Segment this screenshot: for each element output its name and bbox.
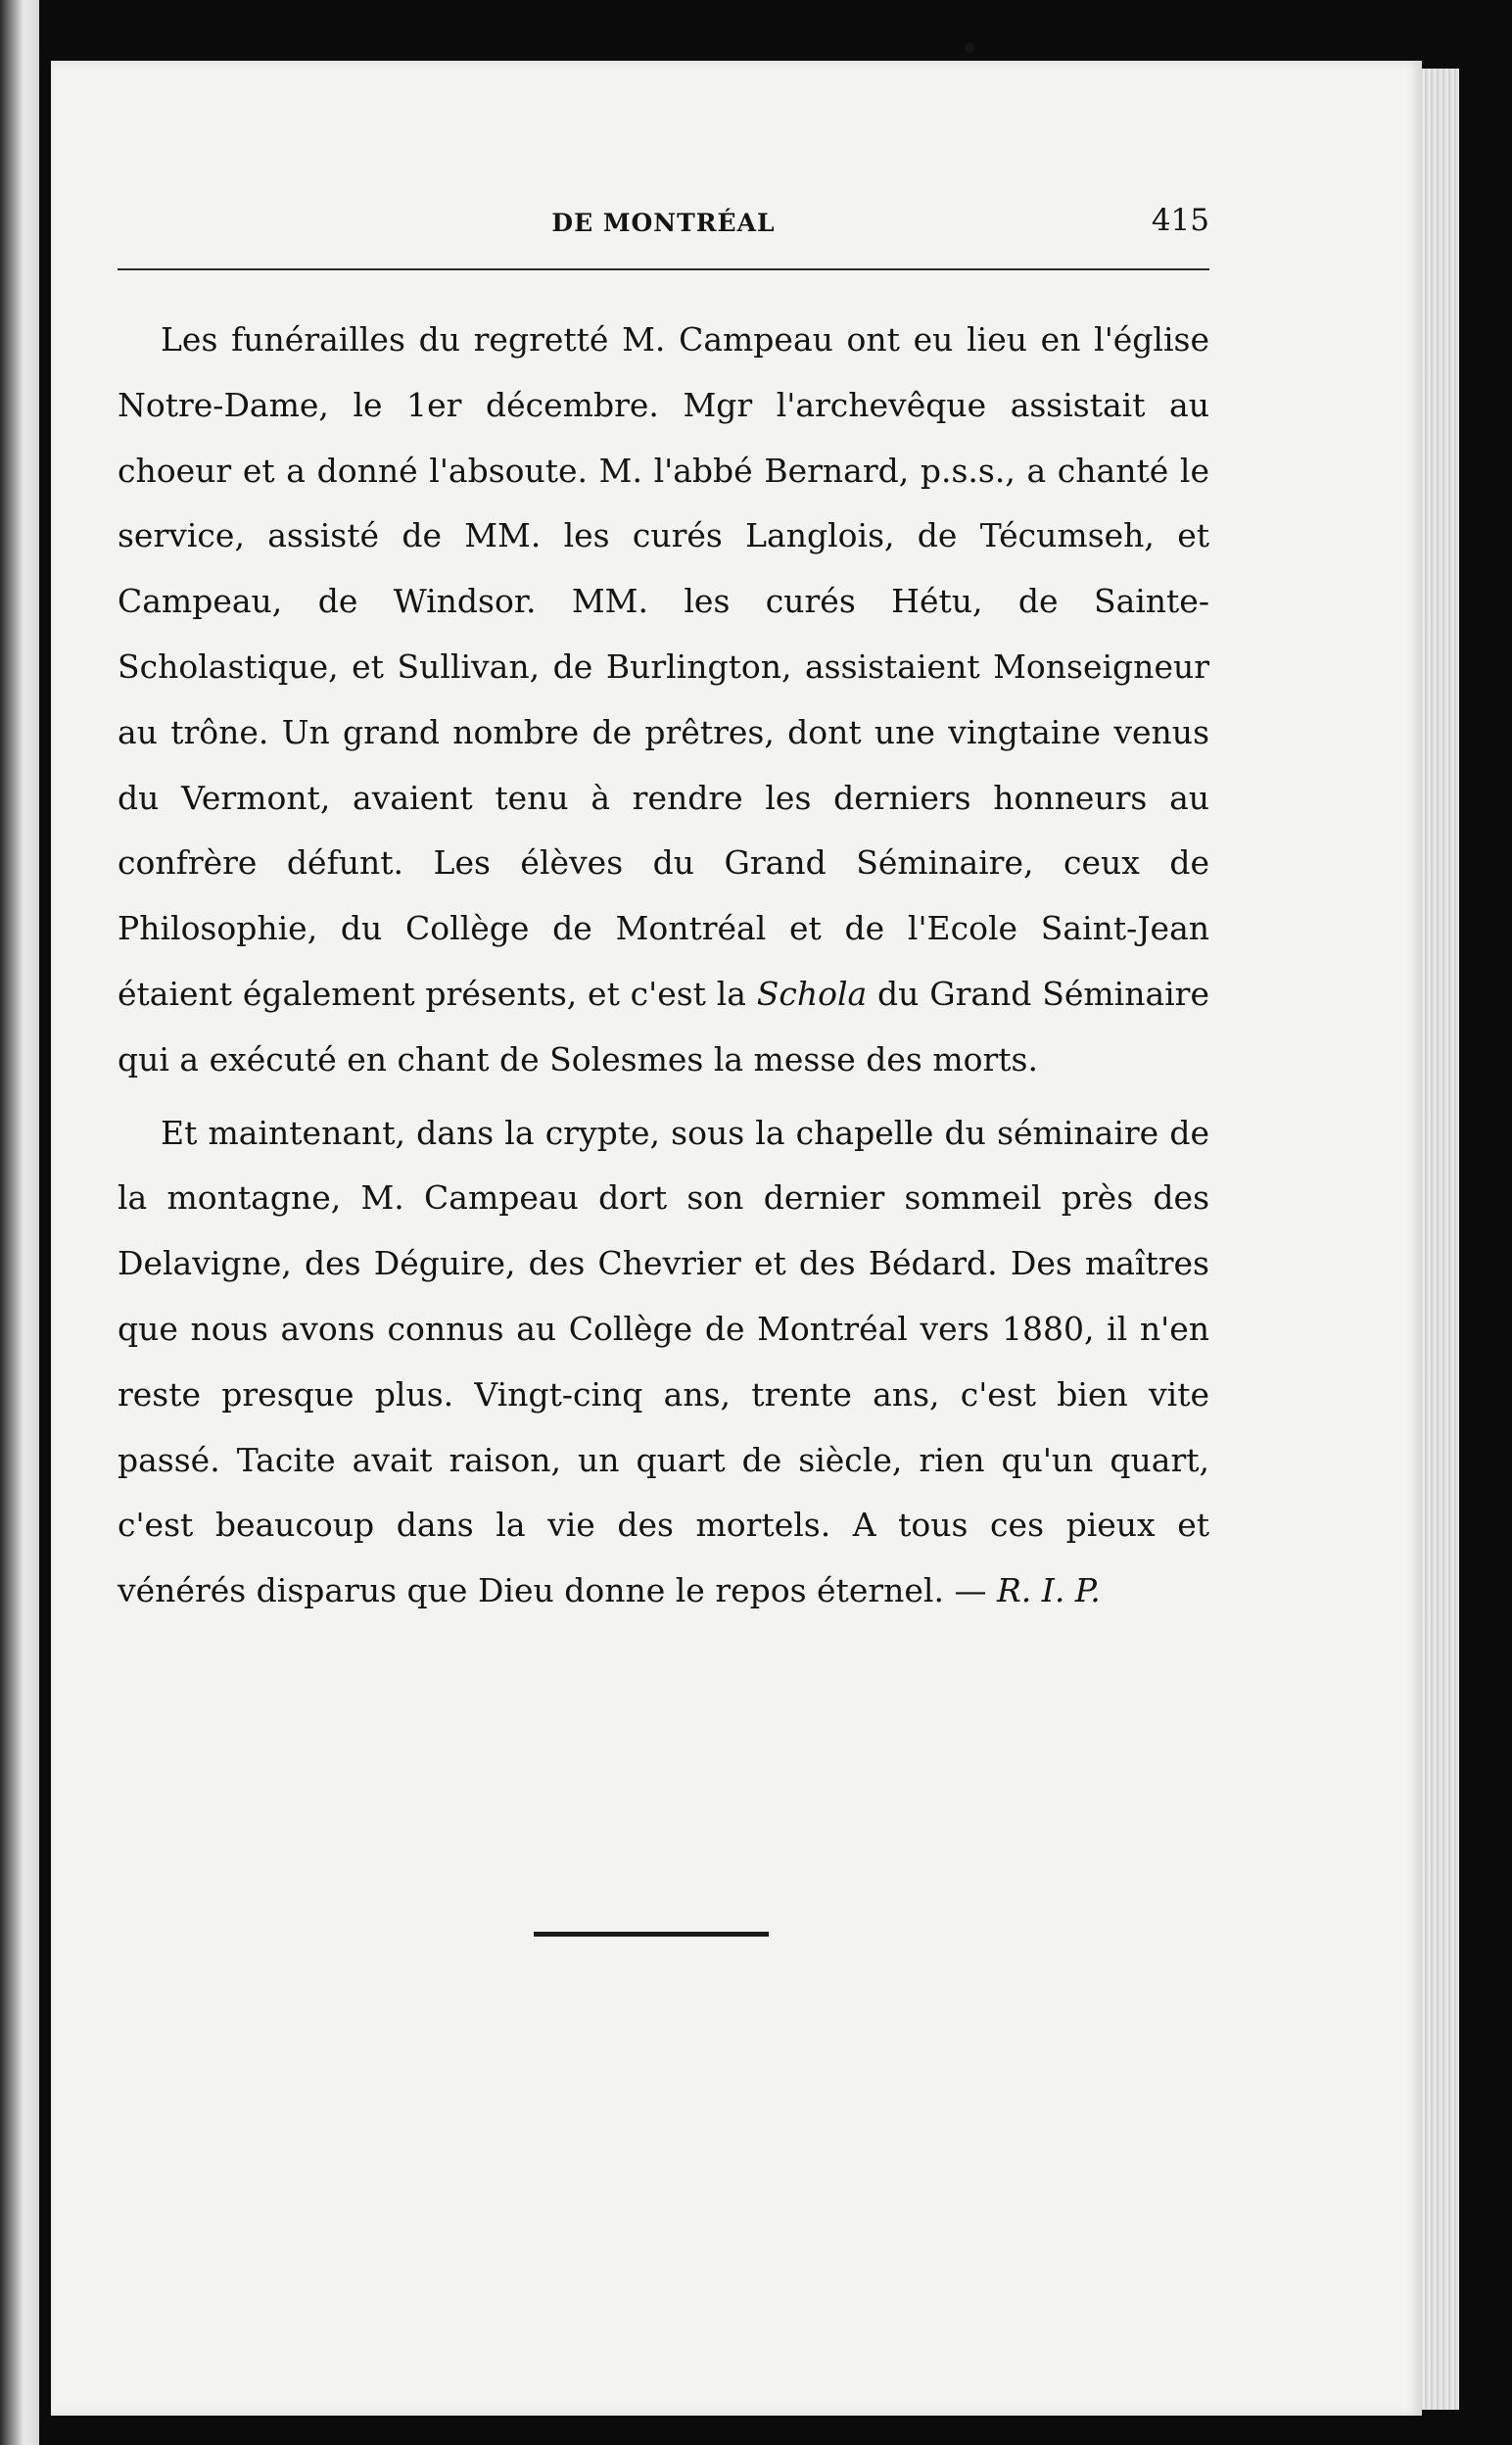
body-text: [118, 308, 1209, 1632]
paragraph-funerailles: [118, 308, 1209, 1093]
paragraph-text-after: du Grand Séminaire qui a exécuté en chant de Solesmes la messe des morts.: [118, 974, 1209, 1079]
italic-schola: Schola: [756, 974, 868, 1013]
facing-page-edge: [0, 0, 39, 2445]
scan-speck-mark: [965, 43, 974, 53]
page-number: 415: [1151, 203, 1209, 238]
paragraph-crypte: [118, 1101, 1209, 1624]
closing-rule: [534, 1932, 769, 1937]
running-head: [118, 201, 1209, 260]
italic-rip: R. I. P.: [996, 1571, 1101, 1610]
header-rule: [118, 268, 1209, 270]
page-edge-stack: [1422, 69, 1459, 2410]
paragraph-text: Les funérailles du regretté M. Campeau ont eu lieu en l'église Notre-Dame, le 1er décembre. Mgr l'archevêque assistait au choeur et a donné l'absoute. M. l'abbé Bernard, p.s.s., a chanté le service, assisté de MM. les curés Langlois, de Técumseh, et Campeau, de Windsor. MM. les curés Hétu, de Sainte-Scholastique, et Sullivan, de Burlington, assistaient Monseigneur au trône. Un grand nombre de prêtres, dont une vingtaine venus du Vermont, avaient tenu à rendre les derniers honneurs au confrère défunt. Les élèves du Grand Séminaire, ceux de Philosophie, du Collège de Montréal et de l'Ecole Saint-Jean étaient également présents, et c'est la: [118, 320, 1209, 1013]
paragraph-text: Et maintenant, dans la crypte, sous la chapelle du séminaire de la montagne, M. Campeau dort son dernier sommeil près des Delavigne, des Déguire, des Chevrier et des Bédard. Des maîtres que nous avons connus au Collège de Montréal vers 1880, il n'en reste presque plus. Vingt-cinq ans, trente ans, c'est bien vite passé. Tacite avait raison, un quart de siècle, rien qu'un quart, c'est beaucoup dans la vie des mortels. A tous ces pieux et vénérés disparus que Dieu donne le repos éternel. —: [118, 1113, 1209, 1610]
running-title: DE MONTRÉAL: [551, 209, 776, 237]
